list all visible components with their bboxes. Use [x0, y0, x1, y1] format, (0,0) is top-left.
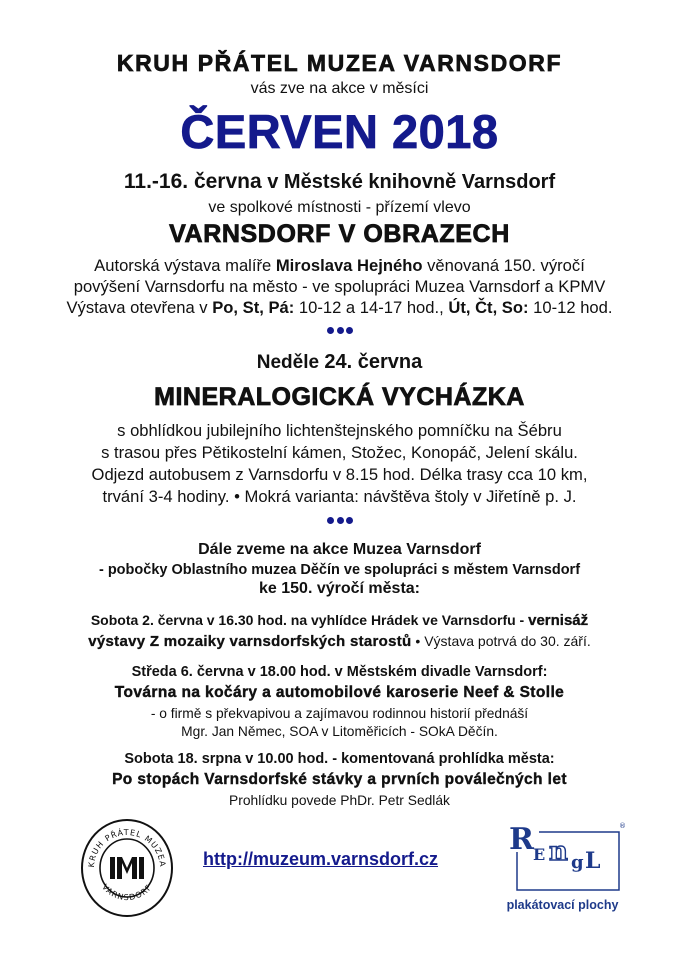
action1-line [0, 612, 679, 629]
museum-branch: - pobočky Oblastního muzea Děčín ve spolupráci s městem Varnsdorf [98, 562, 581, 578]
svg-text:KRUH PŘÁTEL MUZEA: KRUH PŘÁTEL MUZEA [86, 827, 168, 868]
action2-line: Mgr. Jan Němec, SOA v Litoměřicích - SOkA Děčín. [181, 724, 498, 739]
month-title: ČERVEN 2018 [180, 105, 499, 158]
text: Výstava otevřena v [66, 298, 213, 317]
svg-text:E: E [533, 845, 546, 864]
text: Sobota 2. června v 16.30 hod. na vyhlídce Hrádek ve Varnsdorfu - [90, 612, 529, 628]
separator-dots [327, 327, 353, 335]
registered-mark-icon: ® [619, 822, 626, 830]
text: 10-12 a 14-17 hod., [294, 298, 449, 317]
organization-heading: KRUH PŘÁTEL MUZEA VARNSDORF [116, 50, 563, 76]
event1-title: VARNSDORF V OBRAZECH [169, 220, 510, 248]
text: vernisáž [528, 612, 589, 629]
action3-line: Prohlídku povede PhDr. Petr Sedlák [229, 793, 450, 808]
days: Út, Čt, So: [448, 298, 529, 317]
action2-line: - o firmě s překvapivou a zajímavou rodinnou historií přednáší [150, 706, 529, 721]
action2-title: Továrna na kočáry a automobilové karoserie Neef & Stolle [114, 684, 565, 701]
svg-text:n: n [549, 837, 568, 867]
text: • Výstava potrvá do 30. září. [411, 633, 591, 649]
museum-emblem-icon [110, 857, 144, 879]
action3-title: Po stopách Varnsdorfské stávky a prvních poválečných let [112, 771, 567, 788]
event2-description: trvání 3-4 hodiny. • Mokrá varianta: návštěva štoly v Jiřetíně p. J. [102, 487, 577, 506]
action1-line [0, 633, 679, 650]
text: Autorská výstava malíře [94, 256, 276, 275]
invite-text: vás zve na akce v měsíci [250, 80, 429, 97]
event2-date-line [0, 351, 679, 374]
museum-website-link[interactable]: http://muzeum.varnsdorf.cz [203, 849, 439, 869]
text: 10-12 hod. [528, 298, 613, 317]
svg-text:R: R [509, 822, 534, 857]
event2-description: Odjezd autobusem z Varnsdorfu v 8.15 hod. Délka trasy cca 10 km, [91, 465, 588, 484]
painter-name: Miroslava Hejného [275, 256, 423, 275]
rengl-logo [505, 822, 630, 894]
action2-line: Středa 6. června v 18.00 hod. v Městském divadle Varnsdorf: [131, 664, 548, 680]
event1-description [0, 256, 679, 276]
event1-date-line [0, 170, 679, 194]
event1-date: 11.-16. června [123, 170, 262, 193]
event1-description: povýšení Varnsdorfu na město - ve spolupráci Muzea Varnsdorf a KPMV [73, 277, 606, 296]
event1-location: ve spolkové místnosti - přízemí vlevo [208, 199, 471, 216]
action1-title: výstavy Z mozaiky varnsdorfských starostů [88, 633, 412, 650]
event2-description: s trasou přes Pětikostelní kámen, Stožec, Konopáč, Jelení skálu. [101, 443, 578, 462]
separator-dots [327, 517, 353, 525]
svg-text:VARNSDORF: VARNSDORF [100, 882, 154, 903]
museum-anniversary: ke 150. výročí města: [259, 580, 420, 597]
event2-description: s obhlídkou jubilejního lichtenštejnského pomníčku na Šébru [117, 421, 562, 440]
svg-text:g: g [571, 852, 584, 873]
event1-venue: v Městské knihovně Varnsdorf [261, 171, 556, 193]
days: Po, St, Pá: [212, 298, 295, 317]
rengl-caption: plakátovací plochy [506, 898, 619, 912]
museum-intro: Dále zveme na akce Muzea Varnsdorf [198, 541, 481, 558]
action3-line: Sobota 18. srpna v 10.00 hod. - komentovaná prohlídka města: [124, 751, 555, 767]
svg-text:L: L [585, 848, 601, 874]
event1-opening-hours [0, 298, 679, 318]
text: věnovaná 150. výročí [422, 256, 585, 275]
kpmv-logo [80, 818, 174, 918]
event2-day: Neděle [256, 352, 325, 373]
event2-title: MINERALOGICKÁ VYCHÁZKA [154, 383, 525, 411]
event2-date: 24. června [324, 351, 423, 373]
